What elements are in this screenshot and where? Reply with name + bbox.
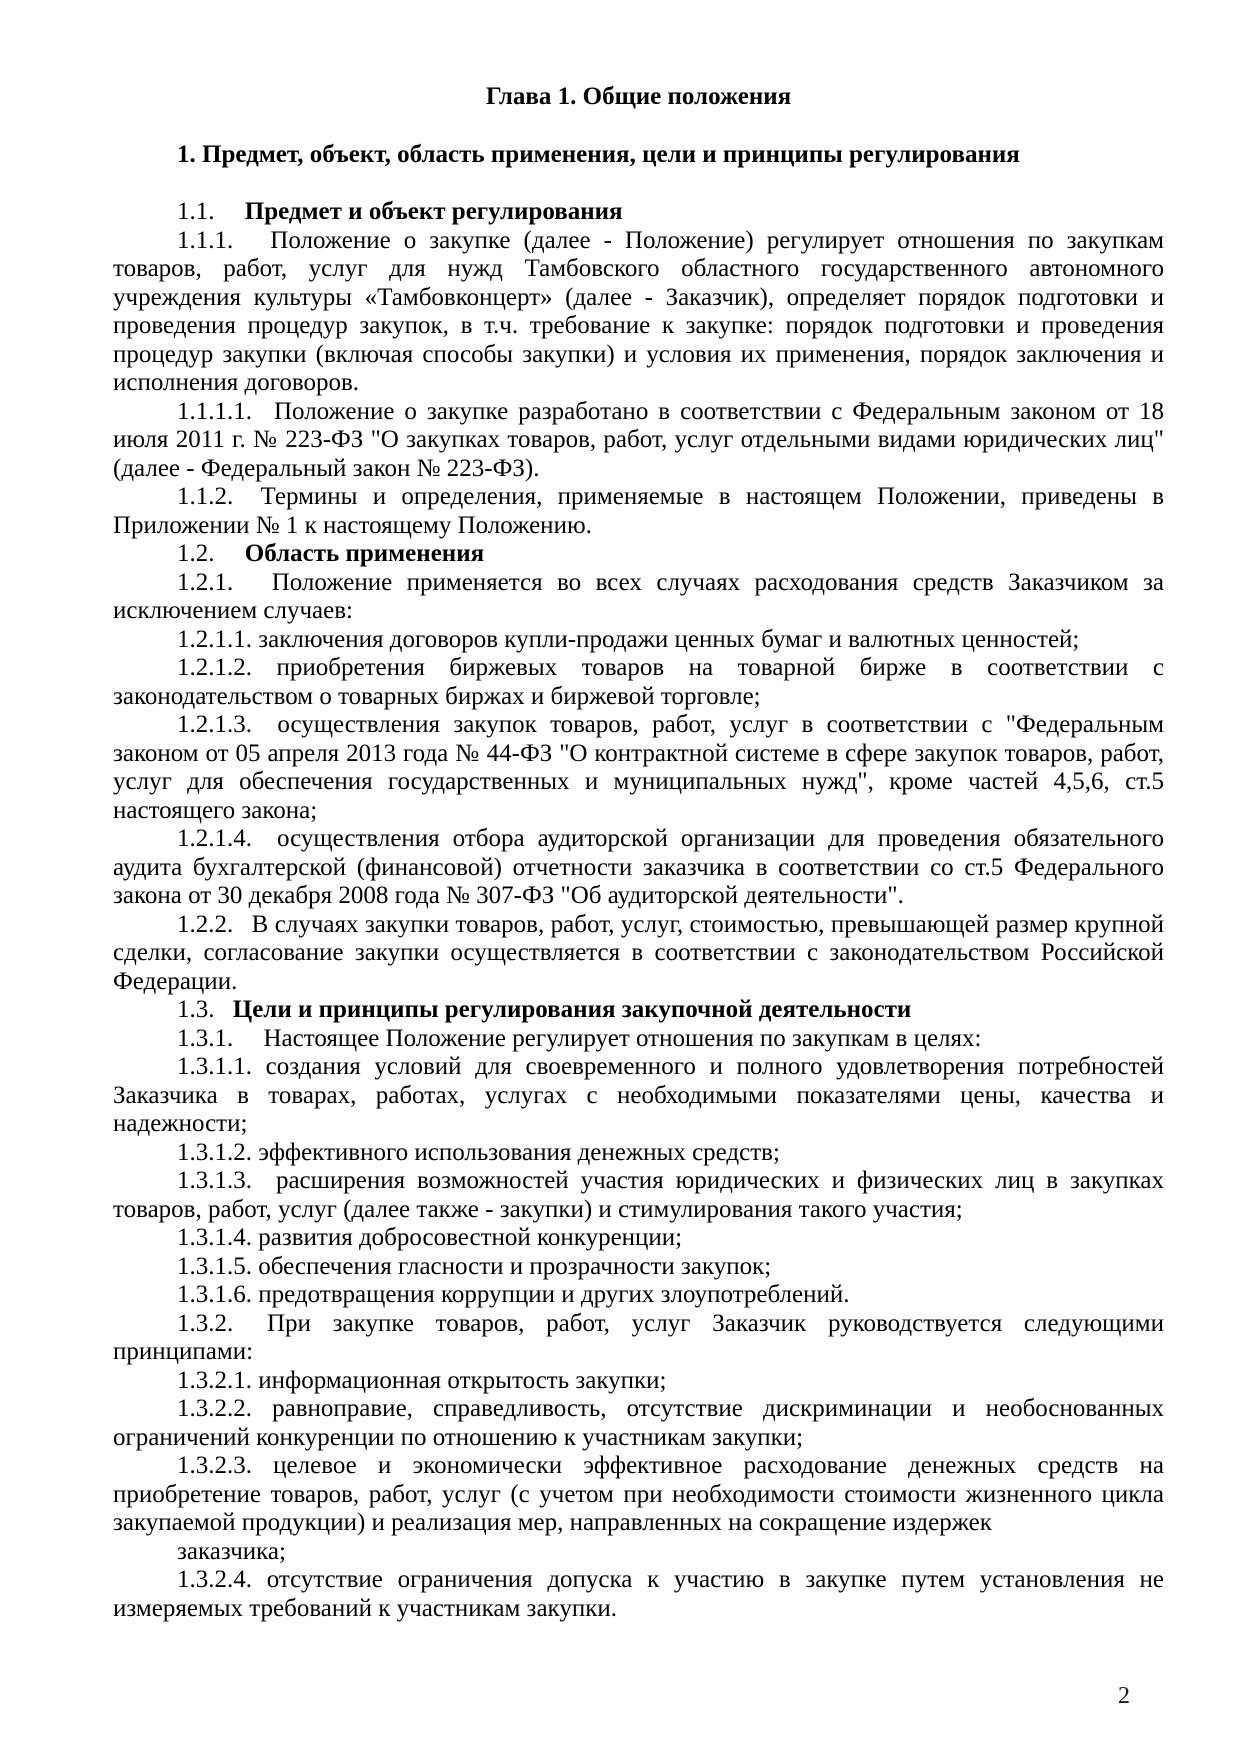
number-text-gap: [252, 418, 264, 419]
paragraph-text: целевое и экономически эффективное расходование денежных средств на приобретение товаров, работ, услуг (с учетом при необходимости стоимости жизненного цикла закупаемой продукции) и реализация мер, направленных на сокращение издержек: [113, 1452, 1164, 1536]
paragraph-number: 1.3.2.: [177, 1309, 234, 1337]
paragraph: [113, 483, 1164, 540]
subsection-heading: [113, 996, 1164, 1025]
chapter-title: Глава 1. Общие положения: [485, 83, 792, 110]
paragraph-number: 1.3.2.1.: [177, 1366, 252, 1394]
paragraph-text: развития добросовестной конкуренции;: [258, 1224, 683, 1251]
paragraph: [113, 626, 1164, 655]
paragraph: [113, 1452, 1164, 1538]
paragraph-number: 1.2.1.: [177, 568, 234, 596]
section-heading: 1. Предмет, объект, область применения, цели и принципы регулирования: [177, 140, 1020, 168]
paragraph: [113, 1367, 1164, 1396]
paragraph-number: 1.2.1.1.: [177, 625, 252, 653]
paragraph: [113, 654, 1164, 711]
paragraph-number: 1.1.2.: [177, 483, 234, 510]
paragraph: [113, 1310, 1164, 1367]
paragraph-number: 1.3.1.2.: [177, 1138, 252, 1166]
paragraph-number: 1.3.2.2.: [177, 1395, 252, 1422]
paragraph-number: 1.3.1.6.: [177, 1281, 252, 1308]
paragraph-number: 1.2.1.4.: [177, 825, 252, 852]
paragraph-number: 1.3.1.4.: [177, 1224, 252, 1251]
paragraph-number: 1.2.: [177, 540, 215, 567]
paragraph-number: 1.3.1.5.: [177, 1252, 252, 1280]
paragraph: [113, 1224, 1164, 1253]
paragraph-text: обеспечения гласности и прозрачности закупок;: [258, 1252, 772, 1280]
paragraph: [113, 569, 1164, 626]
paragraph: [113, 711, 1164, 825]
paragraph-number: 1.2.2.: [177, 910, 234, 938]
paragraph-number: 1.1.: [177, 198, 215, 225]
paragraph: [113, 911, 1164, 997]
paragraph: [113, 1395, 1164, 1452]
paragraph: [113, 1025, 1164, 1054]
paragraph-number: 1.3.1.: [177, 1024, 234, 1052]
paragraph-text: Положение применяется во всех случаях расходования средств Заказчиком за исключением случаев:: [113, 568, 1165, 624]
paragraph-number: 1.3.1.3.: [177, 1167, 252, 1194]
paragraph-list: [113, 198, 1164, 1623]
number-text-gap: [252, 1187, 264, 1188]
number-text-gap: [215, 1016, 227, 1017]
paragraph-text: В случаях закупки товаров, работ, услуг, стоимостью, превышающей размер крупной сделки, согласование закупки осуществляется в соответствии с законодательством Российской Федерации.: [113, 910, 1164, 995]
number-text-gap: [215, 218, 239, 219]
paragraph: [113, 1053, 1164, 1139]
paragraph-text: предотвращения коррупции и других злоупотреблений.: [258, 1281, 850, 1308]
paragraph-text: заключения договоров купли-продажи ценных бумаг и валютных ценностей;: [258, 625, 1080, 653]
paragraph-text: Термины и определения, применяемые в настоящем Положении, приведены в Приложении № 1 к настоящему Положению.: [113, 483, 1165, 539]
paragraph-number: 1.2.1.2.: [177, 654, 252, 681]
paragraph-text: информационная открытость закупки;: [258, 1366, 667, 1394]
paragraph-text: равноправие, справедливость, отсутствие дискриминации и необоснованных ограничений конкуренции по отношению к участникам закупки;: [113, 1395, 1165, 1451]
paragraph-number: 1.3.2.4.: [177, 1566, 252, 1593]
paragraph: [113, 1167, 1164, 1224]
paragraph: [113, 1538, 1164, 1567]
subsection-heading: [113, 540, 1164, 569]
number-text-gap: [252, 731, 264, 732]
paragraph-number: 1.3.1.1.: [177, 1053, 252, 1080]
paragraph-number: 1.1.1.1.: [177, 397, 252, 425]
paragraph-text: Положение о закупке (далее - Положение) регулирует отношения по закупкам товаров, работ, услуг для нужд Тамбовского областного государственного автономного учреждения культуры «Тамбовконцерт» (далее - Заказчик), определяет порядок подготовки и проведения процедур закупок, в т.ч. требование к закупке: порядок подготовки и проведения процедур закупки (включая способы закупки) и условия их применения, порядок заключения и исполнения договоров.: [113, 226, 1164, 396]
paragraph: [113, 398, 1164, 484]
paragraph-text: заказчика;: [177, 1537, 286, 1565]
paragraph: [113, 227, 1164, 398]
paragraph-text: приобретения биржевых товаров на товарной бирже в соответствии с законодательством о товарных биржах и биржевой торговле;: [113, 654, 1164, 710]
paragraph-text: эффективного использования денежных средств;: [258, 1138, 780, 1166]
number-text-gap: [233, 503, 245, 504]
number-text-gap: [252, 845, 264, 846]
paragraph-text: Положение о закупке разработано в соответствии с Федеральным законом от 18 июля 2011 г. № 223-ФЗ "О закупках товаров, работ, услуг отдельными видами юридических лиц" (далее - Федеральный закон № 223-ФЗ).: [113, 397, 1165, 482]
paragraph-text: Настоящее Положение регулирует отношения по закупкам в целях:: [263, 1024, 982, 1052]
heading-text: Область применения: [244, 540, 485, 567]
paragraph-text: расширения возможностей участия юридических и физических лиц в закупках товаров, работ, услуг (далее также - закупки) и стимулирования такого участия;: [113, 1167, 1164, 1223]
heading-text: Цели и принципы регулирования закупочной деятельности: [232, 996, 912, 1023]
paragraph-number: 1.3.: [177, 996, 215, 1023]
number-text-gap: [233, 589, 257, 590]
paragraph-text: осуществления закупок товаров, работ, услуг в соответствии с "Федеральным законом от 05 апреля 2013 года № 44-ФЗ "О контрактной системе в сфере закупок товаров, работ, услуг для обеспечения государственных и муниципальных нужд", кроме частей 4,5,6, ст.5 настоящего закона;: [113, 711, 1165, 824]
page-content: [113, 83, 1164, 1623]
paragraph-text: При закупке товаров, работ, услуг Заказчик руководствуется следующими принципами:: [113, 1309, 1164, 1365]
paragraph: [113, 1566, 1164, 1623]
paragraph-number: 1.2.1.3.: [177, 711, 252, 738]
page-number: 2: [1118, 1683, 1130, 1709]
paragraph: [113, 1139, 1164, 1168]
number-text-gap: [233, 247, 257, 248]
number-text-gap: [233, 1045, 257, 1046]
paragraph: [113, 1253, 1164, 1282]
heading-text: Предмет и объект регулирования: [244, 198, 623, 225]
paragraph-text: осуществления отбора аудиторской организации для проведения обязательного аудита бухгалтерской (финансовой) отчетности заказчика в соответствии со ст.5 Федерального закона от 30 декабря 2008 года № 307-ФЗ "Об аудиторской деятельности".: [113, 825, 1164, 909]
number-text-gap: [233, 931, 245, 932]
subsection-heading: [113, 198, 1164, 227]
paragraph: [113, 1281, 1164, 1310]
number-text-gap: [215, 560, 239, 561]
paragraph-text: создания условий для своевременного и полного удовлетворения потребностей Заказчика в товарах, работах, услугах с необходимыми показателями цены, качества и надежности;: [113, 1053, 1164, 1137]
paragraph-number: 1.3.2.3.: [177, 1452, 252, 1479]
paragraph-text: отсутствие ограничения допуска к участию в закупке путем установления не измеряемых требований к участникам закупки.: [113, 1566, 1164, 1622]
paragraph-number: 1.1.1.: [177, 226, 234, 254]
paragraph: [113, 825, 1164, 911]
number-text-gap: [233, 1330, 245, 1331]
